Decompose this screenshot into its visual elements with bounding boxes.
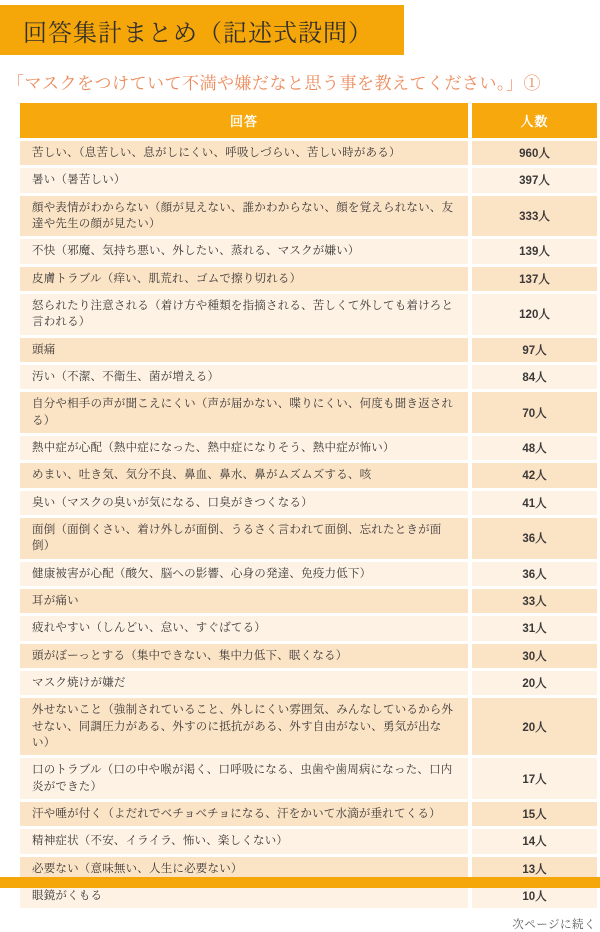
answer-cell: 頭がぼーっとする（集中できない、集中力低下、眠くなる） <box>20 642 470 669</box>
column-header-count: 人数 <box>470 103 597 140</box>
next-page-note: 次ページに続く <box>512 919 596 932</box>
count-cell: 333人 <box>470 194 597 238</box>
table-row <box>20 489 597 516</box>
table-row <box>20 697 597 757</box>
count-cell: 70人 <box>470 391 597 435</box>
answer-cell: 臭い（マスクの臭いが気になる、口臭がきつくなる） <box>20 489 470 516</box>
answer-cell: 皮膚トラブル（痒い、肌荒れ、ゴムで擦り切れる） <box>20 265 470 292</box>
table-row <box>20 140 597 167</box>
count-cell: 397人 <box>470 167 597 194</box>
page-title-bar <box>0 5 404 55</box>
table-row <box>20 462 597 489</box>
page <box>0 5 600 932</box>
question-heading: 「マスクをつけていて不満や嫌だなと思う事を教えてください。」① <box>7 74 541 93</box>
count-cell: 84人 <box>470 363 597 390</box>
answer-cell: 眼鏡がくもる <box>20 882 470 909</box>
table-row <box>20 828 597 855</box>
count-cell: 30人 <box>470 642 597 669</box>
table-row <box>20 336 597 363</box>
answer-cell: 怒られたり注意される（着け方や種類を指摘される、苦しくて外しても着けろと言われる） <box>20 292 470 336</box>
table-row <box>20 560 597 587</box>
table-row <box>20 391 597 435</box>
answer-cell: 熱中症が心配（熱中症になった、熱中症になりそう、熱中症が怖い） <box>20 434 470 461</box>
answer-cell: 暑い（暑苦しい） <box>20 167 470 194</box>
count-cell: 15人 <box>470 800 597 827</box>
table-row <box>20 265 597 292</box>
table-row <box>20 669 597 696</box>
count-cell: 20人 <box>470 697 597 757</box>
answer-cell: 苦しい、（息苦しい、息がしにくい、呼吸しづらい、苦しい時がある） <box>20 140 470 167</box>
count-cell: 36人 <box>470 516 597 560</box>
answer-cell: 耳が痛い <box>20 587 470 614</box>
count-cell: 17人 <box>470 757 597 801</box>
answer-cell: 顔や表情がわからない（顔が見えない、誰かわからない、顔を覚えられない、友達や先生の顔が見たい） <box>20 194 470 238</box>
table-row <box>20 587 597 614</box>
table-row <box>20 615 597 642</box>
answer-cell: マスク焼けが嫌だ <box>20 669 470 696</box>
page-title: 回答集計まとめ（記述式設問） <box>23 19 373 47</box>
answer-cell: 疲れやすい（しんどい、怠い、すぐばてる） <box>20 615 470 642</box>
count-cell: 31人 <box>470 615 597 642</box>
column-header-answer: 回答 <box>20 103 470 140</box>
table-row <box>20 238 597 265</box>
count-cell: 120人 <box>470 292 597 336</box>
answer-cell: 汗や唾が付く（よだれでベチョベチョになる、汗をかいて水滴が垂れてくる） <box>20 800 470 827</box>
answer-cell: 外せないこと（強制されていること、外しにくい雰囲気、みんなしているから外せない、同調圧力がある、外すのに抵抗がある、外す自由がない、勇気が出ない） <box>20 697 470 757</box>
table-row <box>20 800 597 827</box>
table-row <box>20 194 597 238</box>
table-row <box>20 292 597 336</box>
count-cell: 960人 <box>470 140 597 167</box>
answer-cell: 健康被害が心配（酸欠、脳への影響、心身の発達、免疫力低下） <box>20 560 470 587</box>
answer-cell: 面倒（面倒くさい、着け外しが面倒、うるさく言われて面倒、忘れたときが面倒） <box>20 516 470 560</box>
answer-cell: 頭痛 <box>20 336 470 363</box>
table-body <box>20 140 597 910</box>
answer-cell: 必要ない（意味無い、人生に必要ない） <box>20 855 470 882</box>
count-cell: 33人 <box>470 587 597 614</box>
results-table <box>20 103 597 911</box>
count-cell: 137人 <box>470 265 597 292</box>
table-row <box>20 167 597 194</box>
answer-cell: 精神症状（不安、イライラ、怖い、楽しくない） <box>20 828 470 855</box>
table-row <box>20 434 597 461</box>
count-cell: 48人 <box>470 434 597 461</box>
answer-cell: 汚い（不潔、不衛生、菌が増える） <box>20 363 470 390</box>
table-row <box>20 757 597 801</box>
count-cell: 139人 <box>470 238 597 265</box>
count-cell: 10人 <box>470 882 597 909</box>
count-cell: 36人 <box>470 560 597 587</box>
table-row <box>20 642 597 669</box>
count-cell: 13人 <box>470 855 597 882</box>
answer-cell: 口のトラブル（口の中や喉が渇く、口呼吸になる、虫歯や歯周病になった、口内炎ができた） <box>20 757 470 801</box>
table-header-row <box>20 103 597 140</box>
count-cell: 20人 <box>470 669 597 696</box>
answer-cell: めまい、吐き気、気分不良、鼻血、鼻水、鼻がムズムズする、咳 <box>20 462 470 489</box>
count-cell: 42人 <box>470 462 597 489</box>
answer-cell: 不快（邪魔、気持ち悪い、外したい、蒸れる、マスクが嫌い） <box>20 238 470 265</box>
table-row <box>20 363 597 390</box>
count-cell: 97人 <box>470 336 597 363</box>
count-cell: 41人 <box>470 489 597 516</box>
answer-cell: 自分や相手の声が聞こえにくい（声が届かない、喋りにくい、何度も聞き返される） <box>20 391 470 435</box>
count-cell: 14人 <box>470 828 597 855</box>
table-row <box>20 516 597 560</box>
